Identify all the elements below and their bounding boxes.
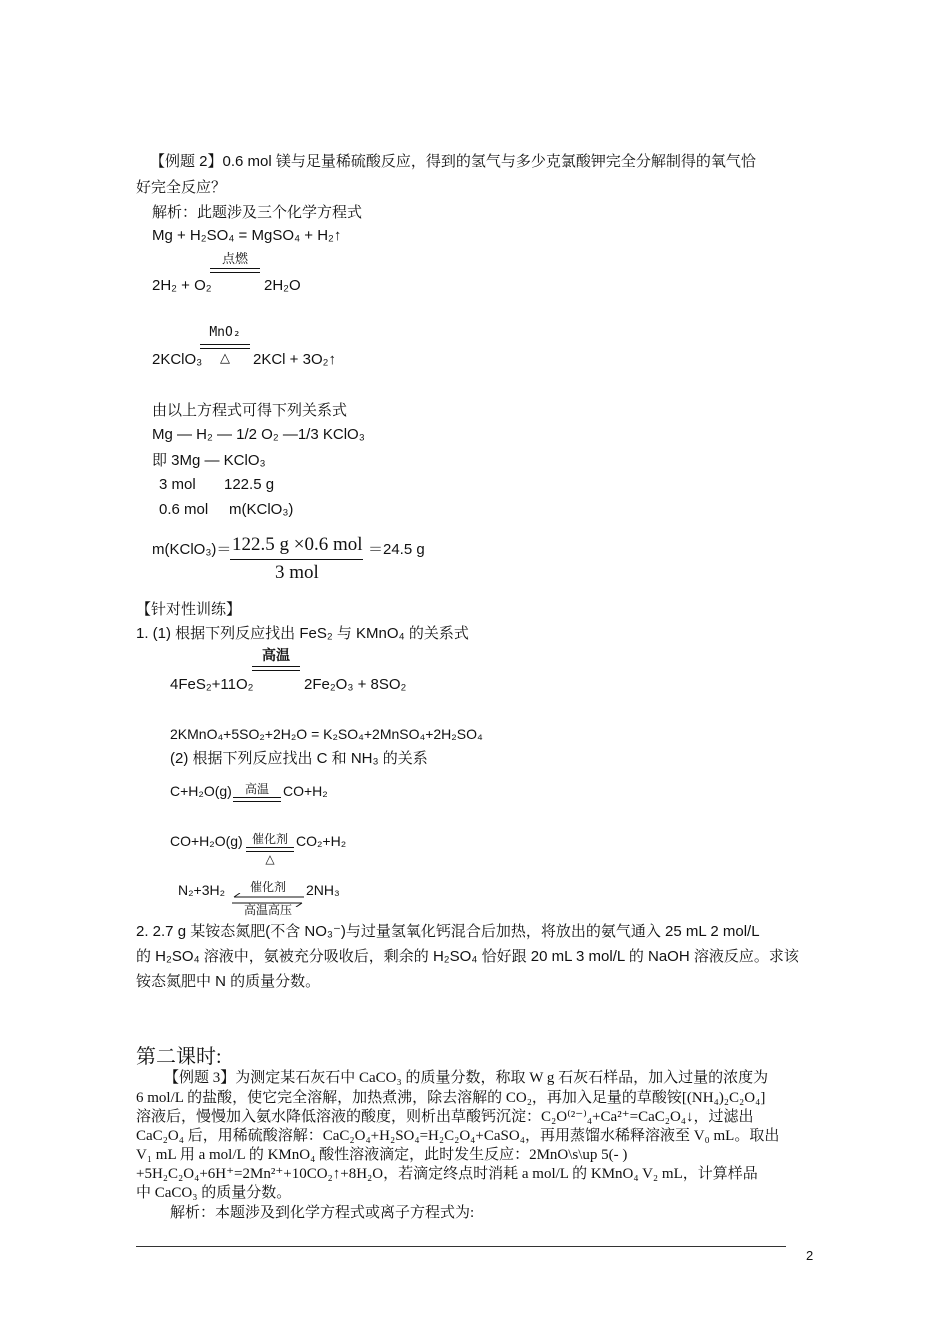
- q1-eq3-right: CO+H₂: [283, 783, 328, 799]
- q2-line2: 的 H₂SO₄ 溶液中，氨被充分吸收后，剩余的 H₂SO₄ 恰好跟 20 mL 3 mol/L 的 NaOH 溶液反应。求该: [136, 948, 799, 965]
- relation-intro: 由以上方程式可得下列关系式: [152, 402, 348, 419]
- equation-bar: [210, 272, 260, 273]
- q1-eq2: 2KMnO₄+5SO₂+2H₂O = K₂SO₄+2MnSO₄+2H₂SO₄: [170, 726, 483, 742]
- equation-bar: [246, 847, 294, 848]
- q1-eq4-right: CO₂+H₂: [296, 833, 347, 849]
- condition-catalyst: 催化剂: [251, 832, 288, 846]
- equation-bar: [252, 670, 300, 671]
- example3-line2: 6 mol/L 的盐酸，使它完全溶解，加热煮沸，除去溶解的 CO₂，再加入足量的草酸铵[(NH₄)₂C₂O₄]: [136, 1090, 766, 1106]
- calc-numerator: 122.5 g ×0.6 mol: [232, 534, 363, 555]
- q1-eq1-left: 4FeS₂+11O₂: [170, 676, 254, 693]
- equation-bar: [200, 344, 250, 345]
- ratio-row1-a: 3 mol: [159, 476, 196, 493]
- example3-line4: CaC₂O₄ 后，用稀硫酸溶解：CaC₂O₄+H₂SO₄=H₂C₂O₄+CaSO₄，再用蒸馏水稀释溶液至 V₀ mL。取出: [136, 1128, 780, 1144]
- q1-eq1-right: 2Fe₂O₃ + 8SO₂: [304, 676, 407, 693]
- q1-eq5-left: N₂+3H₂: [178, 882, 226, 898]
- example3-line7: 中 CaCO₃ 的质量分数。: [136, 1185, 292, 1201]
- equation-kclo3-left: 2KClO₃: [152, 351, 203, 368]
- ratio-row1-b: 122.5 g: [224, 476, 275, 493]
- example3-line6: +5H₂C₂O₄+6H⁺=2Mn²⁺+10CO₂↑+8H₂O，若滴定终点时消耗 a mol/L 的 KMnO₄ V₂ mL，计算样品: [136, 1166, 758, 1182]
- example2-line2: 好完全反应？: [136, 179, 227, 196]
- condition-ignite: 点燃: [221, 251, 248, 266]
- condition-high-temp: 高温: [244, 782, 269, 796]
- equation-bar: [233, 797, 281, 798]
- page-number: 2: [806, 1248, 814, 1263]
- example3-line1: 【例题 3】为测定某石灰石中 CaCO₃ 的质量分数，称取 W g 石灰石样品，加入过量的浓度为: [164, 1070, 769, 1086]
- condition-heat: △: [220, 350, 230, 365]
- q1-eq4-left: CO+H₂O(g): [170, 833, 243, 849]
- q1-title: 1. (1) 根据下列反应找出 FeS₂ 与 KMnO₄ 的关系式: [136, 625, 469, 642]
- equation-bar: [210, 268, 260, 269]
- example3-analysis: 解析：本题涉及到化学方程式或离子方程式为:: [170, 1205, 475, 1221]
- example3-line5: V₁ mL 用 a mol/L 的 KMnO₄ 酸性溶液滴定，此时发生反应：2MnO\s\up 5(- ): [136, 1147, 628, 1163]
- equation-h2-o2-right: 2H₂O: [264, 277, 301, 294]
- equation-bar: [233, 801, 281, 802]
- ratio-row2-b: m(KClO₃): [229, 501, 294, 518]
- equation-mg-h2so4: Mg + H₂SO₄ = MgSO₄ + H₂↑: [152, 227, 342, 244]
- condition-high-temp: 高温: [262, 647, 290, 663]
- condition-catalyst-mno2: MnO₂: [209, 325, 241, 340]
- training-header: 【针对性训练】: [136, 601, 242, 618]
- equation-bar: [252, 666, 300, 667]
- example3-line3: 溶液后，慢慢加入氨水降低溶液的酸度，则析出草酸钙沉淀：C₂O⁽²⁻⁾₄+Ca²⁺=CaC₂O₄↓，过滤出: [136, 1109, 754, 1125]
- relation-simplified: 即 3Mg — KClO₃: [152, 452, 266, 469]
- equation-bar: [200, 348, 250, 349]
- equation-h2-o2-left: 2H₂ + O₂: [152, 277, 212, 294]
- example2-analysis: 解析：此题涉及三个化学方程式: [152, 204, 363, 221]
- q1-part2: (2) 根据下列反应找出 C 和 NH₃ 的关系: [170, 750, 428, 767]
- ratio-row2-a: 0.6 mol: [159, 501, 209, 518]
- footer-divider: [136, 1246, 786, 1247]
- relation-chain: Mg — H₂ — 1/2 O₂ —1/3 KClO₃: [152, 426, 365, 443]
- q1-eq3-left: C+H₂O(g): [170, 783, 232, 799]
- example2-line1: 【例题 2】0.6 mol 镁与足量稀硫酸反应，得到的氢气与多少克氯酸钾完全分解制得的氧气恰: [150, 153, 756, 170]
- equation-kclo3-right: 2KCl + 3O₂↑: [253, 351, 336, 368]
- condition-catalyst: 催化剂: [249, 880, 286, 894]
- q2-line1: 2. 2.7 g 某铵态氮肥(不含 NO₃⁻)与过量氢氧化钙混合后加热，将放出的氨气通入 25 mL 2 mol/L: [136, 923, 760, 940]
- calc-denominator: 3 mol: [275, 562, 319, 583]
- q1-eq5-right: 2NH₃: [306, 882, 340, 898]
- lesson2-title: 第二课时:: [136, 1046, 222, 1068]
- condition-high-temp-pressure: 高温高压: [243, 903, 292, 917]
- q2-line3: 铵态氮肥中 N 的质量分数。: [136, 973, 321, 990]
- condition-heat: △: [265, 852, 275, 866]
- calc-lhs: m(KClO₃)＝: [152, 541, 232, 558]
- fraction-bar: [230, 559, 363, 560]
- calc-result: ＝24.5 g: [368, 541, 425, 558]
